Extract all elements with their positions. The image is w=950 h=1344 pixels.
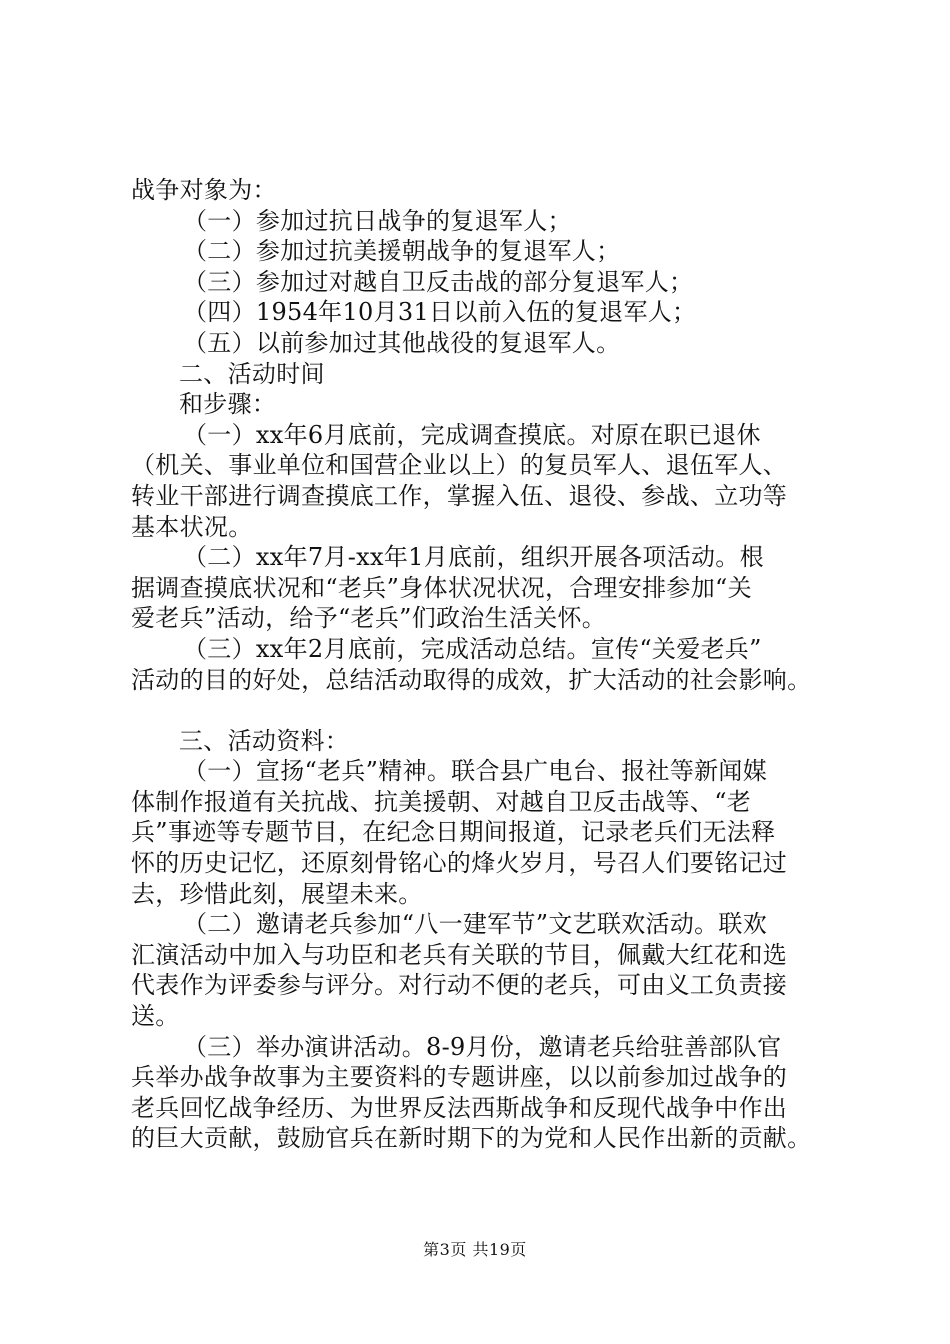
text-line: （一）xx年6月底前，完成调查摸底。对原在职已退休 (183, 420, 761, 449)
text-line: 战争对象为： (131, 176, 277, 204)
text-line: 怀的历史记忆，还原刻骨铭心的烽火岁月，号召人们要铭记过 (131, 849, 788, 878)
text-line: 老兵回忆战争经历、为世界反法西斯战争和反现代战争中作出 (131, 1093, 788, 1122)
text-line: 转业干部进行调查摸底工作，掌握入伍、退役、参战、立功等 (131, 481, 788, 510)
text-line: 汇演活动中加入与功臣和老兵有关联的节目，佩戴大红花和选 (131, 940, 788, 969)
text-line: （机关、事业单位和国营企业以上）的复员军人、退伍军人、 (131, 451, 788, 480)
text-line: 送。 (131, 1002, 180, 1031)
text-line: 兵”事迹等专题节目，在纪念日期间报道，记录老兵们无法释 (131, 818, 776, 847)
blank-line (131, 695, 851, 726)
text-line: 去，珍惜此刻，展望未来。 (131, 879, 423, 908)
text-line: 三、活动资料： (179, 726, 350, 755)
text-line: 二、活动时间 (179, 359, 325, 388)
text-line: （四）1954年10月31日以前入伍的复退军人； (183, 298, 697, 327)
text-line: 爱老兵”活动，给予“老兵”们政治生活关怀。 (131, 604, 607, 633)
document-body (131, 175, 851, 1154)
text-line: （二）xx年7月-xx年1月底前，组织开展各项活动。根 (183, 543, 764, 572)
text-line: （三）xx年2月底前，完成活动总结。宣传“关爱老兵” (183, 634, 762, 663)
text-line: （二）邀请老兵参加“八一建军节”文艺联欢活动。联欢 (183, 910, 768, 939)
page-footer: 第3页 共19页 (423, 1240, 527, 1259)
text-line: （二）参加过抗美援朝战争的复退军人； (183, 237, 621, 266)
text-line: 基本状况。 (131, 512, 253, 541)
text-line: 代表作为评委参与评分。对行动不便的老兵，可由义工负责接 (131, 971, 788, 1000)
text-line: 的巨大贡献，鼓励官兵在新时期下的为党和人民作出新的贡献。 (131, 1124, 812, 1153)
text-line: 兵举办战争故事为主要资料的专题讲座，以以前参加过战争的 (131, 1063, 788, 1092)
text-line: （三）举办演讲活动。8-9月份，邀请老兵给驻善部队官 (183, 1032, 782, 1061)
text-line: 活动的目的好处，总结活动取得的成效，扩大活动的社会影响。 (131, 665, 812, 694)
text-line: 体制作报道有关抗战、抗美援朝、对越自卫反击战等、“老 (131, 787, 752, 816)
text-line: （一）参加过抗日战争的复退军人； (183, 206, 572, 235)
text-line: 和步骤： (179, 390, 277, 419)
text-line: （五）以前参加过其他战役的复退军人。 (183, 328, 621, 357)
text-line: （一）宣扬“老兵”精神。联合县广电台、报社等新闻媒 (183, 757, 768, 786)
text-line: 据调查摸底状况和“老兵”身体状况状况，合理安排参加“关 (131, 573, 752, 602)
text-line: （三）参加过对越自卫反击战的部分复退军人； (183, 267, 694, 296)
